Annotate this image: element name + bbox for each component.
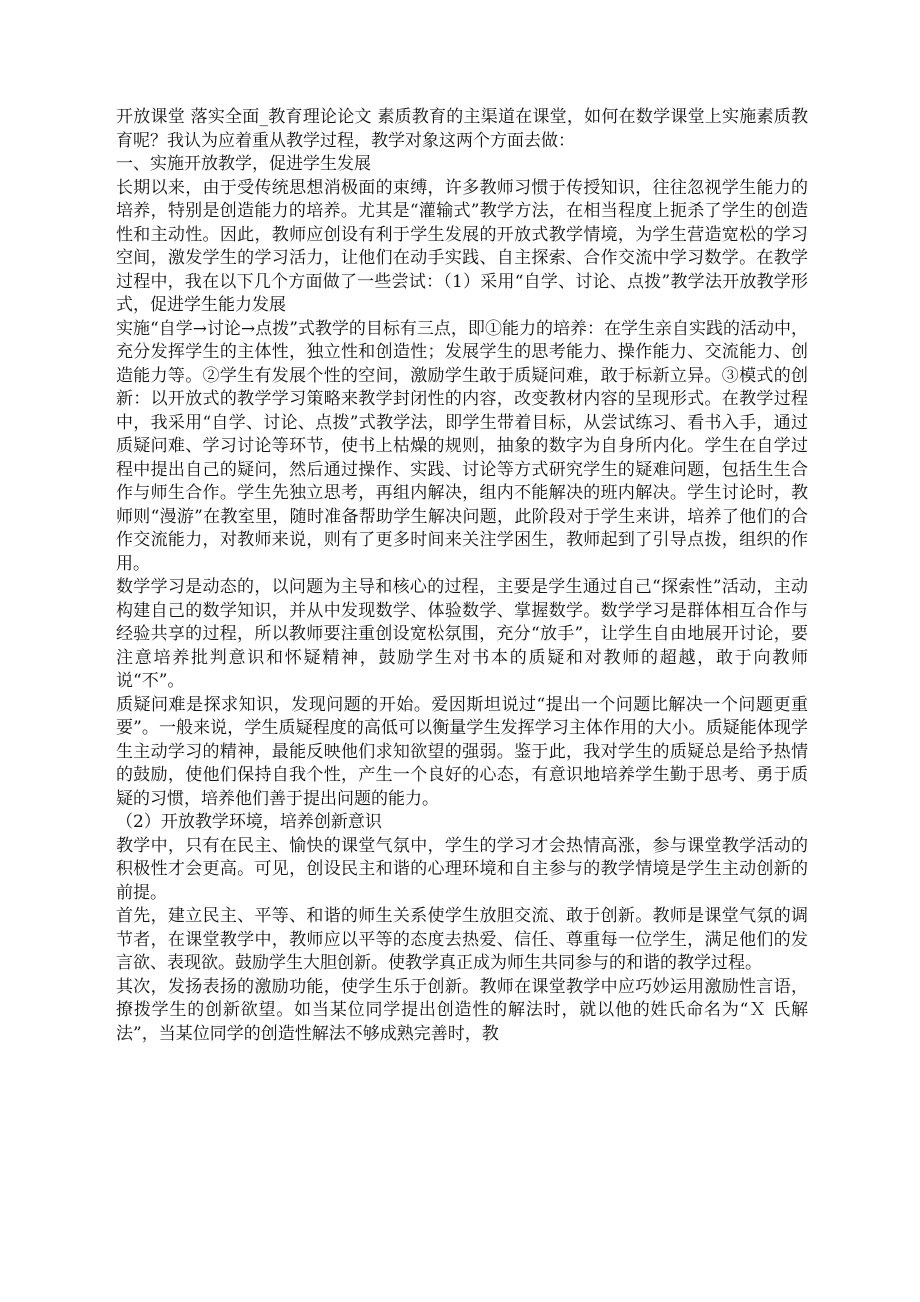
section-heading-1: 一、实施开放教学，促进学生发展 [116,154,371,174]
subsection-heading-2: （2）开放教学环境，培养创新意识 [116,812,382,832]
intro-paragraph: 开放课堂 落实全面_教育理论论文 素质教育的主渠道在课堂，如何在数学课堂上实施素质教育呢？我认为应着重从教学过程，教学对象这两个方面去做： [116,107,808,151]
body-paragraph: 质疑问难是探求知识，发现问题的开始。爱因斯坦说过“提出一个问题比解决一个问题更重要”。一般来说，学生质疑程度的高低可以衡量学生发挥学习主体作用的大小。质疑能体现学生主动学习的精神，最能反映他们求知欲望的强弱。鉴于此，我对学生的质疑总是给予热情的鼓励，使他们保持自我个性，产生一个良好的心态，有意识地培养学生勤于思考、勇于质疑的习惯，培养他们善于提出问题的能力。 [116,694,808,809]
body-paragraph: 长期以来，由于受传统思想消极面的束缚，许多教师习惯于传授知识，往往忽视学生能力的培养，特别是创造能力的培养。尤其是“灌输式”教学方法，在相当程度上扼杀了学生的创造性和主动性。因此，教师应创设有利于学生发展的开放式教学情境，为学生营造宽松的学习空间，激发学生的学习活力，让他们在动手实践、自主探索、合作交流中学习数学。在教学过程中，我在以下几个方面做了一些尝试：（1）采用“自学、讨论、点拨”教学法开放教学形式，促进学生能力发展 [116,177,808,315]
document-page [116,106,808,1046]
body-paragraph: 教学中，只有在民主、愉快的课堂气氛中，学生的学习才会热情高涨，参与课堂教学活动的积极性才会更高。可见，创设民主和谐的心理环境和自主参与的教学情境是学生主动创新的前提。 [116,835,808,903]
body-paragraph: 实施“自学→讨论→点拨”式教学的目标有三点，即①能力的培养：在学生亲自实践的活动中，充分发挥学生的主体性，独立性和创造性；发展学生的思考能力、操作能力、交流能力、创造能力等。②学生有发展个性的空间，激励学生敢于质疑问难，敢于标新立异。③模式的创新：以开放式的教学学习策略来教学封闭性的内容，改变教材内容的呈现形式。在教学过程中，我采用“自学、讨论、点拨”式教学法，即学生带着目标，从尝试练习、看书入手，通过质疑问难、学习讨论等环节，使书上枯燥的规则，抽象的数字为自身所内化。学生在自学过程中提出自己的疑问，然后通过操作、实践、讨论等方式研究学生的疑难问题，包括生生合作与师生合作。学生先独立思考，再组内解决，组内不能解决的班内解决。学生讨论时，教师则“漫游”在教室里，随时准备帮助学生解决问题，此阶段对于学生来讲，培养了他们的合作交流能力，对教师来说，则有了更多时间来关注学困生，教师起到了引导点拨，组织的作用。 [116,318,808,574]
body-paragraph: 其次，发扬表扬的激励功能，使学生乐于创新。教师在课堂教学中应巧妙运用激励性言语，撩拨学生的创新欲望。如当某位同学提出创造性的解法时，就以他的姓氏命名为“Ｘ 氏解法”，当某位同学的创造性解法不够成熟完善时，教 [116,976,808,1044]
body-paragraph: 首先，建立民主、平等、和谐的师生关系使学生放胆交流、敢于创新。教师是课堂气氛的调节者，在课堂教学中，教师应以平等的态度去热爱、信任、尊重每一位学生，满足他们的发言欲、表现欲。鼓励学生大胆创新。使教学真正成为师生共同参与的和谐的教学过程。 [116,906,808,973]
body-paragraph: 数学学习是动态的，以问题为主导和核心的过程，主要是学生通过自己“探索性”活动，主动构建自己的数学知识，并从中发现数学、体验数学、掌握数学。数学学习是群体相互合作与经验共享的过程，所以教师要注重创设宽松氛围，充分“放手”，让学生自由地展开讨论，要注意培养批判意识和怀疑精神，鼓励学生对书本的质疑和对教师的超越，敢于向教师说“不”。 [116,577,808,691]
